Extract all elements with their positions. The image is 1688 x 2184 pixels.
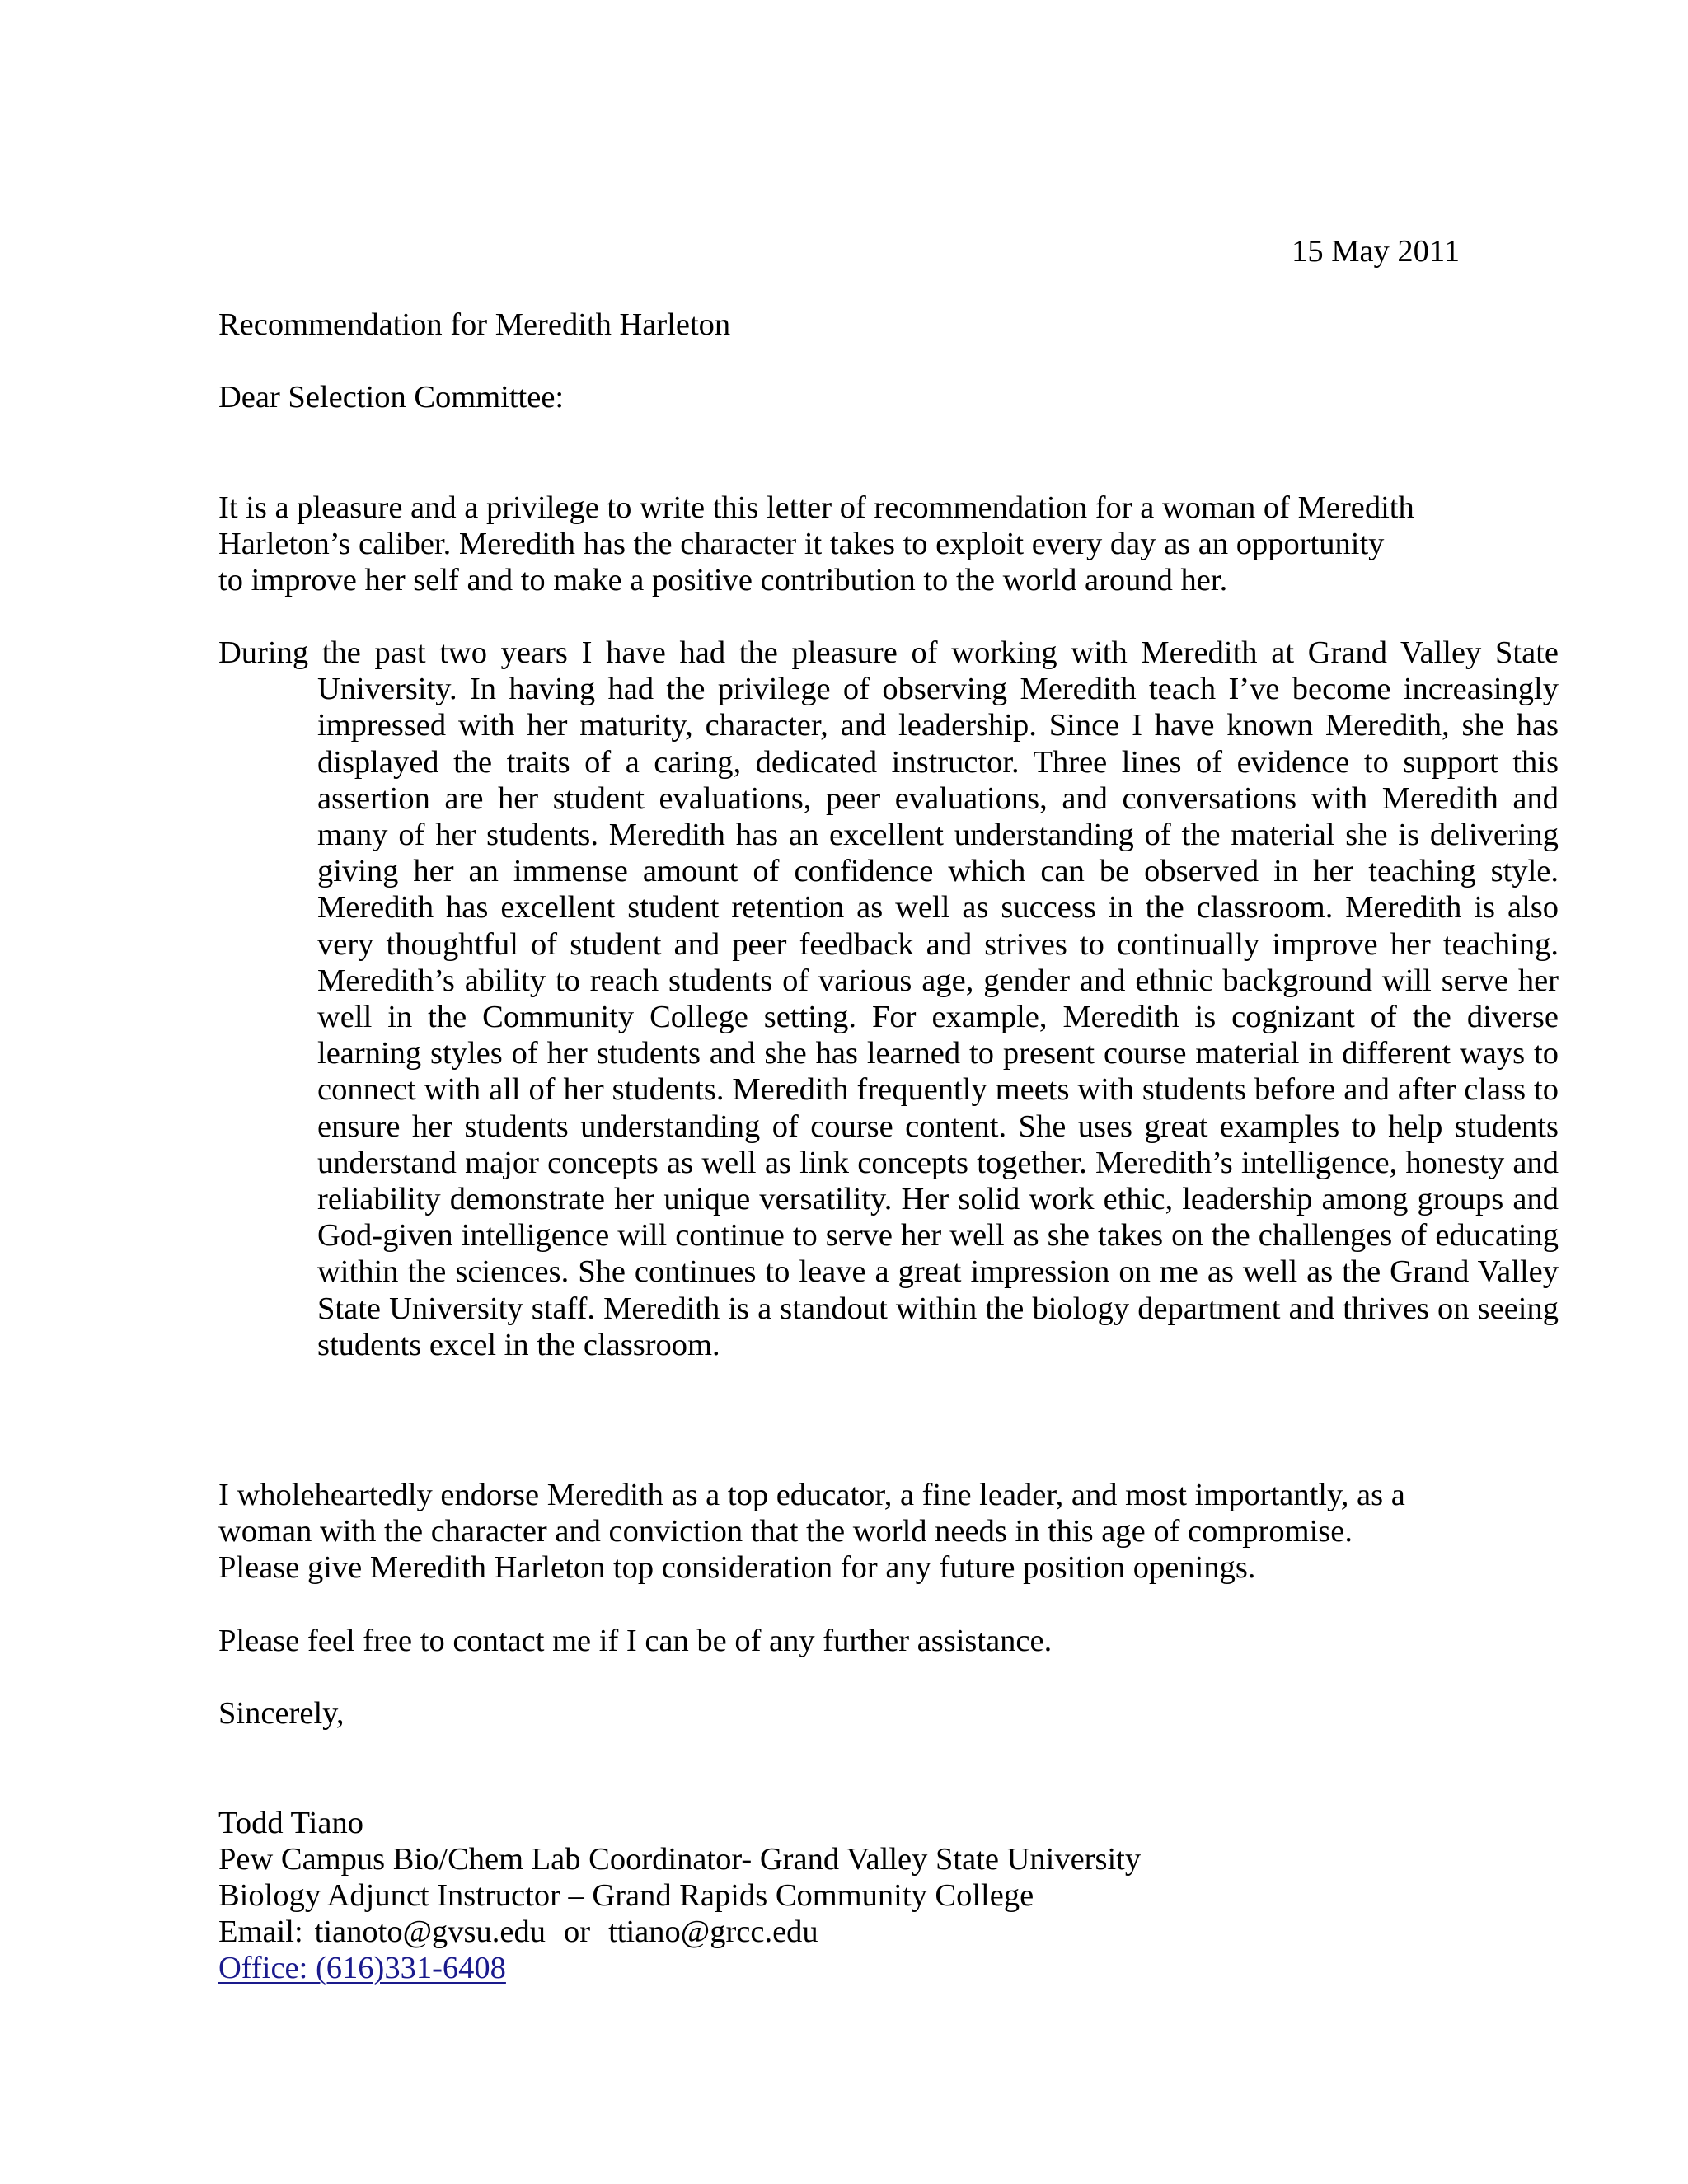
- paragraph-endorsement: [218, 1477, 1471, 1586]
- paragraph-introduction: [218, 490, 1471, 598]
- signature-title-gvsu: Pew Campus Bio/Chem Lab Coordinator- Grand Valley State University: [218, 1842, 1142, 1877]
- office-phone-link[interactable]: Office: (616)331-6408: [218, 1951, 506, 1985]
- signature-office-line: [218, 1950, 1141, 1986]
- paragraph-body: During the past two years I have had the pleasure of working with Meredith at Grand Valley State University. In having had the privilege of observing Meredith teach I’ve become increasingly impressed with her maturity, character, and leadership. Since I have known Meredith, she has displayed the traits of a caring, dedicated instructor. Three lines of evidence to support this assertion are her student evaluations, peer evaluations, and conversations with Meredith and many of her students. Meredith has an excellent understanding of the material she is delivering giving her an immense amount of confidence which can be observed in her teaching style. Meredith has excellent student retention as well as success in the classroom. Meredith is also very thoughtful of student and peer feedback and strives to continually improve her teaching. Meredith’s ability to reach students of various age, gender and ethnic background will serve her well in the Community College setting. For example, Meredith is cognizant of the diverse learning styles of her students and she has learned to present course material in different ways to connect with all of her students. Meredith frequently meets with students before and after class to ensure her students understanding of course content. She uses great examples to help students understand major concepts as well as link concepts together. Meredith’s intelligence, honesty and reliability demonstrate her unique versatility. Her solid work ethic, leadership among groups and God-given intelligence will continue to serve her well as she takes on the challenges of educating within the sciences. She continues to leave a great impression on me as well as the Grand Valley State University staff. Meredith is a standout within the biology department and thrives on seeing students excel in the classroom.: [218, 635, 1559, 1362]
- email-grcc: ttiano@grcc.edu: [608, 1915, 818, 1949]
- paragraph-line: to improve her self and to make a positive contribution to the world around her.: [218, 563, 1228, 598]
- email-gvsu: tianoto@gvsu.edu: [314, 1915, 546, 1949]
- email-or: or: [563, 1915, 591, 1949]
- email-label: Email:: [218, 1915, 303, 1949]
- paragraph-contact: Please feel free to contact me if I can be of any further assistance.: [218, 1624, 1053, 1658]
- paragraph-line: I wholeheartedly endorse Meredith as a top educator, a fine leader, and most importantly, as a: [218, 1478, 1405, 1512]
- paragraph-line: Harleton’s caliber. Meredith has the character it takes to exploit every day as an opportunity: [218, 527, 1385, 561]
- signature-name: Todd Tiano: [218, 1806, 363, 1840]
- paragraph-line: woman with the character and conviction that the world needs in this age of compromise.: [218, 1514, 1353, 1549]
- signature-email-line: [218, 1914, 1141, 1950]
- letter-greeting: Dear Selection Committee:: [218, 380, 565, 415]
- paragraph-line: It is a pleasure and a privilege to write this letter of recommendation for a woman of Meredith: [218, 490, 1414, 525]
- signature-title-grcc: Biology Adjunct Instructor – Grand Rapids Community College: [218, 1878, 1034, 1913]
- letter-closing: Sincerely,: [218, 1696, 345, 1731]
- signature-block: [218, 1805, 1141, 1986]
- letter-subject: Recommendation for Meredith Harleton: [218, 307, 731, 342]
- paragraph-line: Please give Meredith Harleton top consideration for any future position openings.: [218, 1550, 1256, 1585]
- letter-date: 15 May 2011: [1292, 234, 1460, 269]
